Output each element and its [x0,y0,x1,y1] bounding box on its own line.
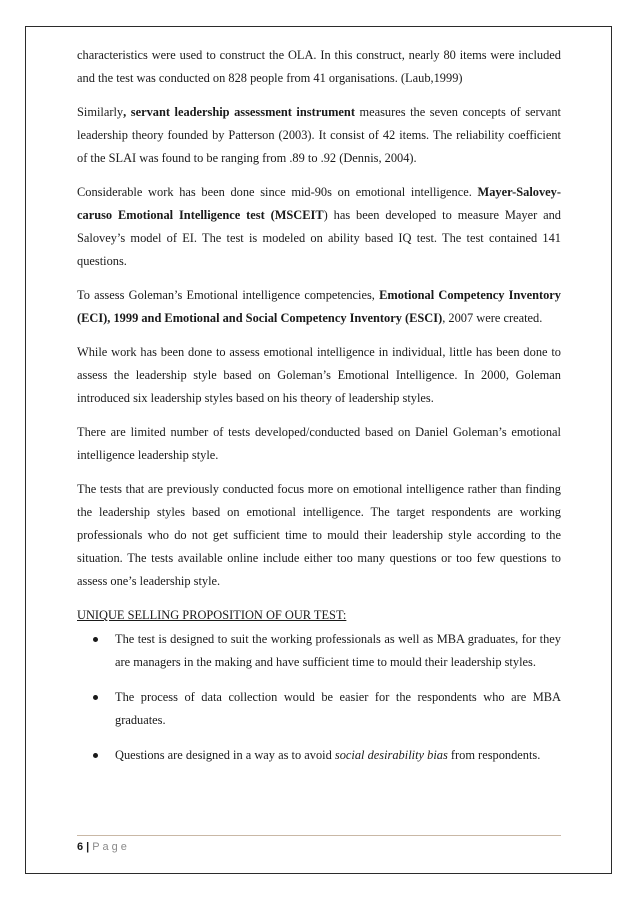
paragraph-msceit [77,181,561,273]
bold-run: , servant leadership assessment instrument [123,105,355,119]
paragraph-previous-tests [77,478,561,593]
paragraph-slai [77,101,561,170]
footer-divider [77,835,561,836]
italic-run: social desirability bias [334,748,448,762]
list-item [77,744,561,767]
paragraph-eci-esci [77,284,561,330]
bullet-dot-icon [93,753,98,758]
bullet-dot-icon [93,695,98,700]
paragraph-ola [77,44,561,90]
page-number: 6 [77,841,84,853]
bold-run: Mayer-Salovey-caruso Emotional Intelligence test (MSCEIT [77,185,561,222]
text-run: Similarly [77,105,124,119]
paragraph-goleman-styles [77,341,561,410]
list-item [77,686,561,732]
usp-bullet-list [77,628,561,767]
text-run: While work has been done to assess emotional intelligence in individual, little has been done to assess the leadership style based on Goleman’s Emotional Intelligence. In 2000, Goleman introduced six leadership styles based on his theory of leadership styles. [77,345,561,405]
usp-heading: UNIQUE SELLING PROPOSITION OF OUR TEST: [77,608,347,622]
text-run: Questions are designed in a way as to avoid [115,748,335,762]
text-run: There are limited number of tests developed/conducted based on Daniel Goleman’s emotional intelligence leadership style. [77,425,561,462]
text-run: from respondents. [447,748,541,762]
text-run: Considerable work has been done since mid-90s on emotional intelligence. [77,185,478,199]
bold-run: Emotional Competency Inventory (ECI), 1999 and Emotional and Social Competency Inventory (ESCI) [77,288,561,325]
text-run: measures the seven concepts of servant leadership theory founded by Patterson (2003). It consist of 42 items. The reliability coefficient of the SLAI was found to be ranging from .89 to .92 (Dennis, 2004). [77,105,561,165]
text-run: The tests that are previously conducted focus more on emotional intelligence rather than finding the leadership styles based on emotional intelligence. The target respondents are working professionals who do not get sufficient time to mould their leadership style according to the situation. The tests available online include either too many questions or too few questions to assess one’s leadership style. [77,482,561,588]
document-body [77,44,561,779]
text-run: characteristics were used to construct the OLA. In this construct, nearly 80 items were included and the test was conducted on 828 people from 41 organisations. (Laub,1999) [77,48,561,85]
bullet-dot-icon [93,637,98,642]
text-run: To assess Goleman’s Emotional intelligence competencies, [77,288,380,302]
list-item [77,628,561,674]
text-run: ) has been developed to measure Mayer and Salovey’s model of EI. The test is modeled on ability based IQ test. The test contained 141 questions. [77,208,561,268]
paragraph-limited-tests [77,421,561,467]
page-footer [77,841,130,853]
page-label: Page [92,841,130,853]
text-run: The process of data collection would be easier for the respondents who are MBA graduates. [115,690,561,727]
page-separator: | [86,841,90,853]
text-run: , 2007 were created. [442,311,543,325]
text-run: The test is designed to suit the working professionals as well as MBA graduates, for they are managers in the making and have sufficient time to mould their leadership styles. [115,632,561,669]
